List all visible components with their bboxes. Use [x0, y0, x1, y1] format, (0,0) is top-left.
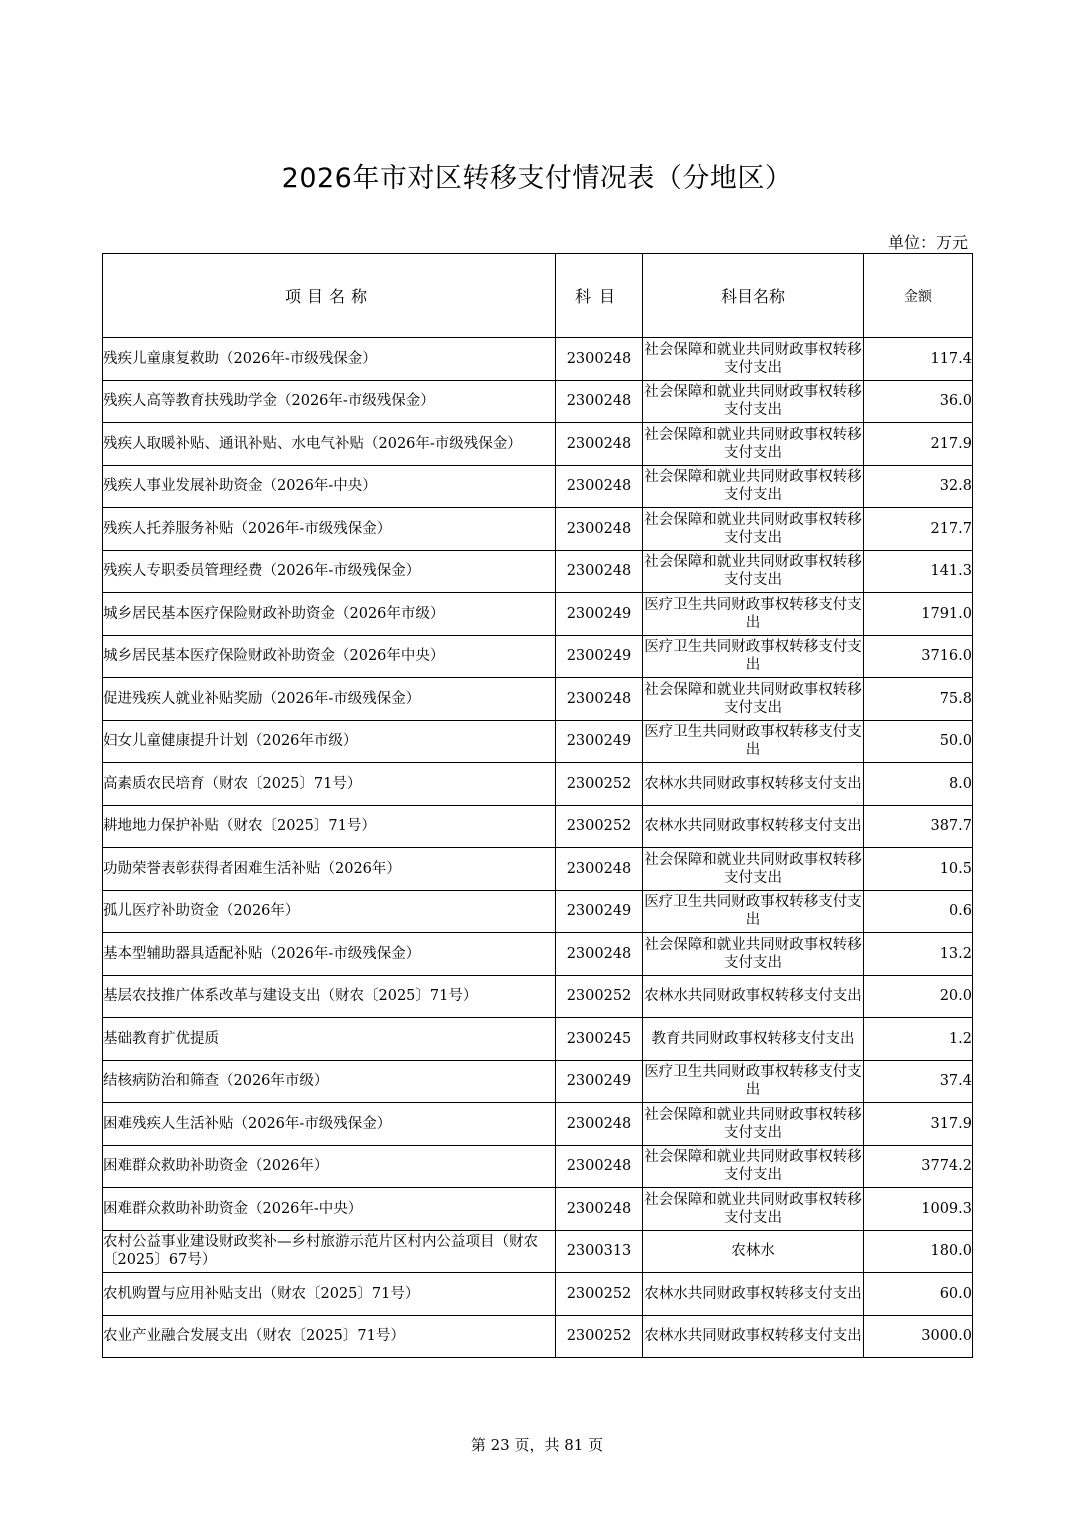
amount-cell: 3000.0	[864, 1315, 973, 1358]
subject-code-cell: 2300249	[556, 720, 643, 763]
amount-cell: 20.0	[864, 975, 973, 1018]
amount-cell: 217.7	[864, 508, 973, 551]
transfer-payment-table	[102, 253, 973, 1358]
table-row	[103, 975, 973, 1018]
subject-name-cell: 社会保障和就业共同财政事权转移支付支出	[643, 1103, 864, 1146]
project-name-cell: 困难群众救助补助资金（2026年）	[103, 1145, 556, 1188]
project-name-cell: 促进残疾人就业补贴奖励（2026年-市级残保金）	[103, 678, 556, 721]
amount-cell: 13.2	[864, 933, 973, 976]
amount-cell: 1.2	[864, 1018, 973, 1061]
subject-name-cell: 社会保障和就业共同财政事权转移支付支出	[643, 848, 864, 891]
project-name-cell: 农机购置与应用补贴支出（财农〔2025〕71号）	[103, 1273, 556, 1316]
amount-cell: 141.3	[864, 550, 973, 593]
subject-name-cell: 社会保障和就业共同财政事权转移支付支出	[643, 678, 864, 721]
project-name-cell: 基础教育扩优提质	[103, 1018, 556, 1061]
subject-name-cell: 社会保障和就业共同财政事权转移支付支出	[643, 1188, 864, 1231]
project-name-cell: 妇女儿童健康提升计划（2026年市级）	[103, 720, 556, 763]
header-subject-code: 科目	[556, 254, 643, 338]
amount-cell: 0.6	[864, 890, 973, 933]
amount-cell: 117.4	[864, 338, 973, 381]
amount-cell: 60.0	[864, 1273, 973, 1316]
subject-name-cell: 医疗卫生共同财政事权转移支付支出	[643, 635, 864, 678]
table-row	[103, 1230, 973, 1273]
subject-code-cell: 2300248	[556, 848, 643, 891]
table-row	[103, 338, 973, 381]
subject-name-cell: 社会保障和就业共同财政事权转移支付支出	[643, 465, 864, 508]
amount-cell: 217.9	[864, 423, 973, 466]
subject-name-cell: 医疗卫生共同财政事权转移支付支出	[643, 890, 864, 933]
subject-name-cell: 社会保障和就业共同财政事权转移支付支出	[643, 933, 864, 976]
table-row	[103, 1273, 973, 1316]
table-row	[103, 465, 973, 508]
project-name-cell: 困难群众救助补助资金（2026年-中央）	[103, 1188, 556, 1231]
amount-cell: 75.8	[864, 678, 973, 721]
amount-cell: 3774.2	[864, 1145, 973, 1188]
project-name-cell: 孤儿医疗补助资金（2026年）	[103, 890, 556, 933]
table-row	[103, 508, 973, 551]
subject-code-cell: 2300248	[556, 933, 643, 976]
subject-name-cell: 医疗卫生共同财政事权转移支付支出	[643, 1060, 864, 1103]
table-row	[103, 1315, 973, 1358]
subject-name-cell: 农林水	[643, 1230, 864, 1273]
table-row	[103, 890, 973, 933]
table-header-row	[103, 254, 973, 338]
table-row	[103, 933, 973, 976]
amount-cell: 387.7	[864, 805, 973, 848]
table-row	[103, 1060, 973, 1103]
amount-cell: 180.0	[864, 1230, 973, 1273]
table-row	[103, 1018, 973, 1061]
table-row	[103, 763, 973, 806]
project-name-cell: 残疾人托养服务补贴（2026年-市级残保金）	[103, 508, 556, 551]
table-row	[103, 550, 973, 593]
table-row	[103, 848, 973, 891]
subject-code-cell: 2300249	[556, 593, 643, 636]
table-row	[103, 1103, 973, 1146]
subject-name-cell: 农林水共同财政事权转移支付支出	[643, 975, 864, 1018]
subject-code-cell: 2300248	[556, 678, 643, 721]
project-name-cell: 基本型辅助器具适配补贴（2026年-市级残保金）	[103, 933, 556, 976]
amount-cell: 10.5	[864, 848, 973, 891]
header-amount: 金额	[864, 254, 973, 338]
subject-code-cell: 2300248	[556, 1188, 643, 1231]
project-name-cell: 城乡居民基本医疗保险财政补助资金（2026年市级）	[103, 593, 556, 636]
subject-name-cell: 社会保障和就业共同财政事权转移支付支出	[643, 423, 864, 466]
header-subject-name: 科目名称	[643, 254, 864, 338]
table-row	[103, 380, 973, 423]
subject-code-cell: 2300252	[556, 1315, 643, 1358]
table-row	[103, 423, 973, 466]
project-name-cell: 功勋荣誉表彰获得者困难生活补贴（2026年）	[103, 848, 556, 891]
subject-name-cell: 医疗卫生共同财政事权转移支付支出	[643, 720, 864, 763]
amount-cell: 317.9	[864, 1103, 973, 1146]
project-name-cell: 残疾人专职委员管理经费（2026年-市级残保金）	[103, 550, 556, 593]
table-row	[103, 1145, 973, 1188]
amount-cell: 50.0	[864, 720, 973, 763]
subject-code-cell: 2300252	[556, 1273, 643, 1316]
amount-cell: 1791.0	[864, 593, 973, 636]
table-body	[103, 338, 973, 1358]
amount-cell: 32.8	[864, 465, 973, 508]
subject-code-cell: 2300245	[556, 1018, 643, 1061]
subject-code-cell: 2300249	[556, 635, 643, 678]
project-name-cell: 农村公益事业建设财政奖补—乡村旅游示范片区村内公益项目（财农〔2025〕67号）	[103, 1230, 556, 1273]
project-name-cell: 农业产业融合发展支出（财农〔2025〕71号）	[103, 1315, 556, 1358]
header-project-name: 项目名称	[103, 254, 556, 338]
subject-name-cell: 社会保障和就业共同财政事权转移支付支出	[643, 380, 864, 423]
project-name-cell: 基层农技推广体系改革与建设支出（财农〔2025〕71号）	[103, 975, 556, 1018]
subject-name-cell: 农林水共同财政事权转移支付支出	[643, 1315, 864, 1358]
subject-code-cell: 2300248	[556, 1145, 643, 1188]
subject-name-cell: 医疗卫生共同财政事权转移支付支出	[643, 593, 864, 636]
subject-name-cell: 教育共同财政事权转移支付支出	[643, 1018, 864, 1061]
subject-code-cell: 2300252	[556, 763, 643, 806]
project-name-cell: 残疾人事业发展补助资金（2026年-中央）	[103, 465, 556, 508]
subject-code-cell: 2300248	[556, 338, 643, 381]
table-row	[103, 593, 973, 636]
subject-code-cell: 2300248	[556, 508, 643, 551]
subject-name-cell: 农林水共同财政事权转移支付支出	[643, 1273, 864, 1316]
project-name-cell: 残疾人高等教育扶残助学金（2026年-市级残保金）	[103, 380, 556, 423]
amount-cell: 36.0	[864, 380, 973, 423]
project-name-cell: 残疾人取暖补贴、通讯补贴、水电气补贴（2026年-市级残保金）	[103, 423, 556, 466]
amount-cell: 1009.3	[864, 1188, 973, 1231]
project-name-cell: 结核病防治和筛查（2026年市级）	[103, 1060, 556, 1103]
subject-code-cell: 2300248	[556, 423, 643, 466]
table-row	[103, 805, 973, 848]
subject-name-cell: 社会保障和就业共同财政事权转移支付支出	[643, 338, 864, 381]
subject-name-cell: 社会保障和就业共同财政事权转移支付支出	[643, 508, 864, 551]
subject-code-cell: 2300248	[556, 1103, 643, 1146]
subject-name-cell: 农林水共同财政事权转移支付支出	[643, 763, 864, 806]
subject-code-cell: 2300313	[556, 1230, 643, 1273]
subject-name-cell: 社会保障和就业共同财政事权转移支付支出	[643, 550, 864, 593]
unit-label: 单位：万元	[887, 233, 968, 252]
subject-code-cell: 2300249	[556, 1060, 643, 1103]
project-name-cell: 耕地地力保护补贴（财农〔2025〕71号）	[103, 805, 556, 848]
table-row	[103, 1188, 973, 1231]
subject-code-cell: 2300248	[556, 465, 643, 508]
table-row	[103, 720, 973, 763]
project-name-cell: 城乡居民基本医疗保险财政补助资金（2026年中央）	[103, 635, 556, 678]
subject-name-cell: 农林水共同财政事权转移支付支出	[643, 805, 864, 848]
table-row	[103, 635, 973, 678]
project-name-cell: 残疾儿童康复救助（2026年-市级残保金）	[103, 338, 556, 381]
subject-code-cell: 2300248	[556, 550, 643, 593]
amount-cell: 3716.0	[864, 635, 973, 678]
subject-code-cell: 2300252	[556, 805, 643, 848]
project-name-cell: 困难残疾人生活补贴（2026年-市级残保金）	[103, 1103, 556, 1146]
table-row	[103, 678, 973, 721]
subject-code-cell: 2300252	[556, 975, 643, 1018]
page-title: 2026年市对区转移支付情况表（分地区）	[281, 163, 793, 194]
subject-code-cell: 2300249	[556, 890, 643, 933]
subject-code-cell: 2300248	[556, 380, 643, 423]
amount-cell: 8.0	[864, 763, 973, 806]
project-name-cell: 高素质农民培育（财农〔2025〕71号）	[103, 763, 556, 806]
subject-name-cell: 社会保障和就业共同财政事权转移支付支出	[643, 1145, 864, 1188]
amount-cell: 37.4	[864, 1060, 973, 1103]
page-footer: 第 23 页，共 81 页	[470, 1436, 604, 1454]
